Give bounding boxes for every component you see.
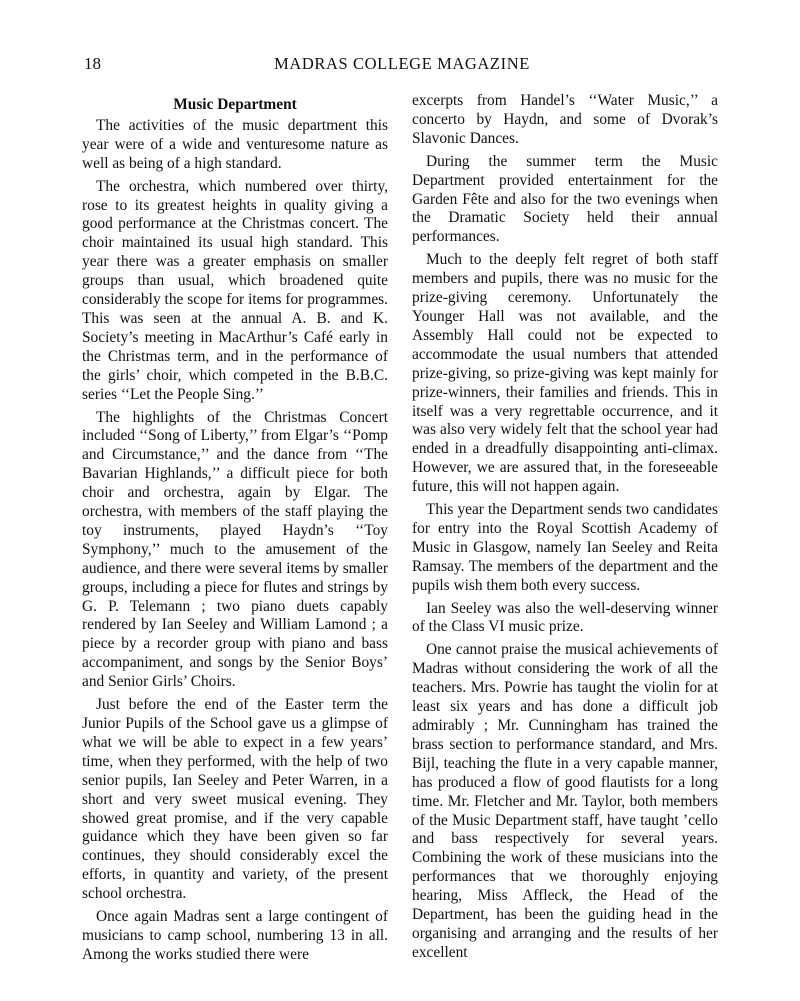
paragraph: This year the Department sends two candidates for entry into the Royal Scottish Academy of Music in Glasgow, namely Ian Seeley and Reita Ramsay. The members of the department and the pupils wish them both every success. (412, 501, 718, 594)
paragraph: Just before the end of the Easter term the Junior Pupils of the School gave us a glimpse of what we will be able to expect in a few years’ time, when they performed, with the help of two senior pupils, Ian Seeley and Peter Warren, in a short and very sweet musical evening. They showed great promise, and if the very capable guidance which they have been given so far continues, they should considerably excel the efforts, in quantity and variety, of the present school orchestra. (82, 696, 388, 903)
paragraph: The orchestra, which numbered over thirty, rose to its greatest heights in quality giving a good performance at the Christmas concert. The choir maintained its usual high standard. This year there was a greater emphasis on smaller groups than usual, which broadened quite considerably the scope for items for programmes. This was seen at the annual A. B. and K. Society’s meeting in MacArthur’s Café early in the Christmas term, and in the performance of the girls’ choir, which competed in the B.B.C. series ‘‘Let the People Sing.’’ (82, 177, 388, 403)
left-column (82, 96, 388, 969)
running-title: MADRAS COLLEGE MAGAZINE (274, 54, 530, 73)
paragraph: Ian Seeley was also the well-deserving winner of the Class VI music prize. (412, 599, 718, 636)
right-column (412, 92, 718, 967)
paragraph: Much to the deeply felt regret of both staff members and pupils, there was no music for the prize-giving ceremony. Unfortunately the Younger Hall was not available, and the Assembly Hall could not be expected to accommodate the usual numbers that attended prize-giving, so prize-giving was kept mainly for prize-winners, their families and friends. This in itself was a very regrettable occurrence, and it was also very widely felt that the school year had ended in a dreadfully disappointing anti-climax. However, we are assured that, in the foreseeable future, this will not happen again. (412, 251, 718, 496)
paragraph: The activities of the music department this year were of a wide and venturesome nature as well as being of a high standard. (82, 116, 388, 172)
page-header (84, 54, 720, 78)
paragraph-continuation: excerpts from Handel’s ‘‘Water Music,’’ a concerto by Haydn, and some of Dvorak’s Slavonic Dances. (412, 92, 718, 147)
paragraph: The highlights of the Christmas Concert included ‘‘Song of Liberty,’’ from Elgar’s ‘‘Pomp and Circumstance,’’ and the dance from ‘‘The Bavarian Highlands,’’ a difficult piece for both choir and orchestra, again by Elgar. The orchestra, with members of the staff playing the toy instruments, played Haydn’s ‘‘Toy Symphony,’’ much to the amusement of the audience, and there were several items by smaller groups, including a piece for flutes and strings by G. P. Telemann ; two piano duets capably rendered by Ian Seeley and William Lamond ; a piece by a recorder group with piano and bass accompaniment, and songs by the Senior Boys’ and Senior Girls’ Choirs. (82, 408, 388, 691)
paragraph: One cannot praise the musical achievements of Madras without considering the work of all the teachers. Mrs. Powrie has taught the violin for at least six years and has done a difficult job admirably ; Mr. Cunningham has trained the brass section to performance standard, and Mrs. Bijl, teaching the flute in a very capable manner, has produced a flow of good flautists for a long time. Mr. Fletcher and Mr. Taylor, both members of the Music Department staff, have taught ’cello and bass respectively for several years. Combining the work of these musicians into the performances that we thoroughly enjoying hearing, Miss Affleck, the Head of the Department, has been the guiding head in the organising and arranging and the results of her excellent (412, 641, 718, 961)
paragraph: During the summer term the Music Department provided entertainment for the Garden Fête and also for the two evenings when the Dramatic Society held their annual performances. (412, 152, 718, 246)
paragraph: Once again Madras sent a large contingent of musicians to camp school, numbering 13 in all. Among the works studied there were (82, 908, 388, 963)
page-number: 18 (84, 54, 101, 73)
section-title: Music Department (173, 96, 297, 113)
